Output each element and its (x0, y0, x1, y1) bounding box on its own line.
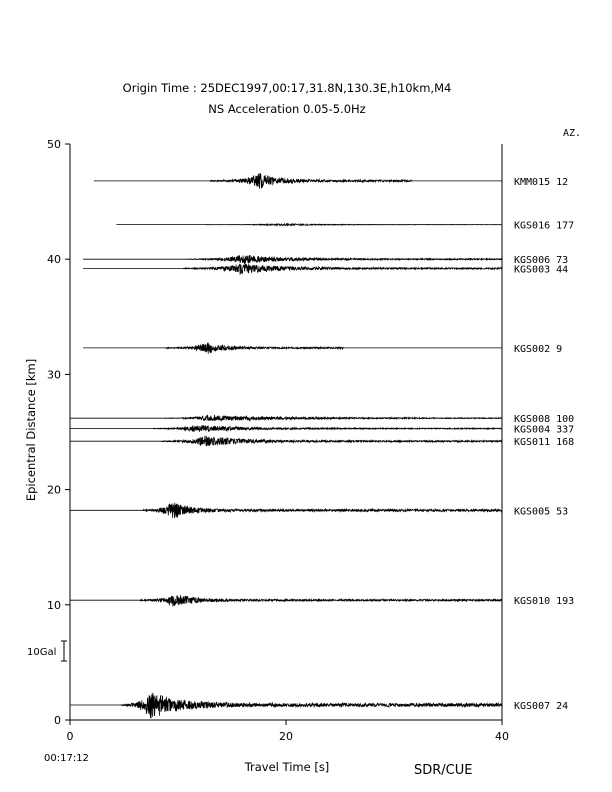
trace-kgs016 (116, 224, 502, 226)
y-tick-label: 0 (54, 714, 61, 727)
station-label-kgs005: KGS005 53 (514, 506, 569, 518)
traces (70, 173, 502, 718)
station-label-kgs002: KGS002 9 (514, 343, 563, 355)
trace-kgs010 (70, 596, 502, 607)
trace-kgs003 (83, 263, 502, 274)
trace-kgs011 (70, 436, 502, 447)
station-label-kgs008: KGS008 100 (514, 414, 575, 426)
trace-kgs004 (70, 425, 502, 432)
scale-bar (27, 641, 67, 661)
station-label-kgs006: KGS006 73 (514, 255, 569, 267)
scale-bar-label: 10Gal (27, 647, 57, 658)
station-label-kmm015: KMM015 12 (514, 176, 569, 188)
station-label-kgs003: KGS003 44 (514, 264, 569, 276)
trace-kgs007 (70, 693, 502, 718)
az-header: AZ. (563, 128, 582, 139)
chart-title: Origin Time : 25DEC1997,00:17,31.8N,130.3E,h10km,M4 (122, 81, 452, 95)
y-tick-label: 20 (47, 483, 61, 497)
x-tick-label: 20 (279, 730, 293, 743)
y-tick-label: 40 (47, 253, 61, 267)
x-tick-label: 40 (495, 730, 509, 743)
trace-kgs008 (70, 415, 502, 421)
trace-kgs006 (83, 255, 502, 264)
station-label-kgs004: KGS004 337 (514, 424, 575, 436)
trace-kgs002 (83, 343, 502, 354)
y-tick-label: 10 (47, 598, 61, 612)
x-tick-label: 0 (66, 730, 74, 743)
station-label-kgs007: KGS007 24 (514, 701, 569, 713)
station-labels (514, 177, 574, 712)
trace-kgs005 (70, 503, 502, 518)
trace-kmm015 (94, 173, 502, 188)
chart-subtitle: NS Acceleration 0.05-5.0Hz (208, 102, 366, 116)
station-label-kgs011: KGS011 168 (514, 437, 575, 449)
station-label-kgs010: KGS010 193 (514, 596, 575, 608)
x-origin-time: 00:17:12 (44, 753, 89, 764)
station-label-kgs016: KGS016 177 (514, 220, 575, 232)
footer-label: SDR/CUE (414, 763, 473, 778)
y-tick-label: 30 (47, 368, 61, 382)
plot-frame (70, 144, 502, 720)
y-tick-label: 50 (47, 138, 61, 151)
x-axis-label: Travel Time [s] (244, 760, 330, 774)
y-axis-label: Epicentral Distance [km] (24, 358, 38, 502)
